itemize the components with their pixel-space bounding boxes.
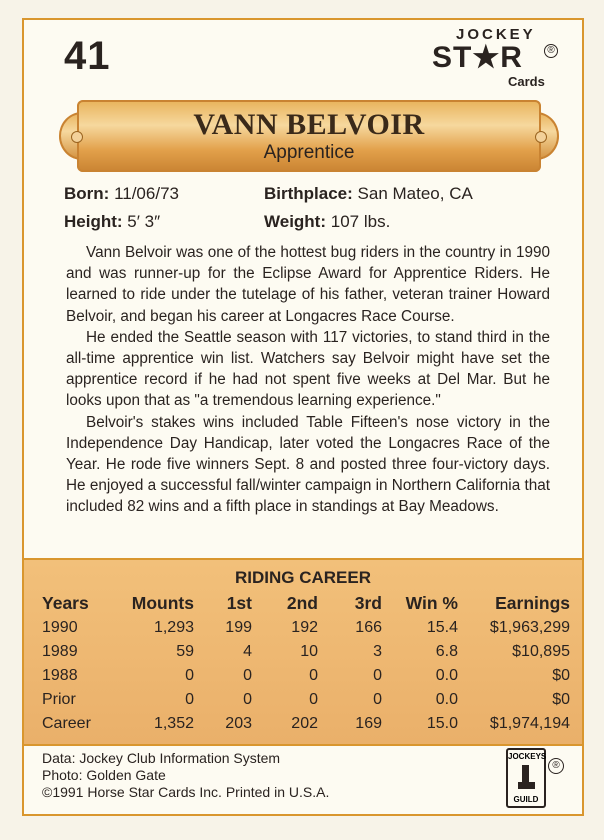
logo-star-text: ST★R (432, 41, 523, 74)
jockey-name: VANN BELVOIR (193, 108, 425, 141)
cell-second: 0 (309, 691, 318, 708)
bio-paragraph: Belvoir's stakes wins included Table Fifteen's nose victory in the Independence Day Handicap, later voted the Longacres Race of the Year. He rode five winners Sept. 8 and posted three four-victory days. He enjoyed a successful fall/winter campaign in Northern California that included 82 wins and a fifth place in standings at Bay Meadows. (66, 413, 550, 516)
cell-mounts: 0 (185, 691, 194, 708)
weight-value: 107 lbs. (330, 212, 391, 231)
cell-earnings: $1,963,299 (489, 619, 570, 636)
table-row (42, 640, 570, 664)
cell-year: Prior (42, 691, 76, 708)
logo-registered-mark: ® (544, 44, 558, 58)
cell-mounts: 1,352 (153, 715, 194, 732)
copyright: ©1991 Horse Star Cards Inc. Printed in U.S.A. (42, 784, 330, 800)
cell-third: 0 (373, 667, 382, 684)
table-row (42, 688, 570, 712)
header-years: Years (42, 592, 89, 613)
birthplace-label: Birthplace: (264, 184, 353, 203)
cell-second: 0 (309, 667, 318, 684)
card-footer (42, 750, 329, 801)
photo-credit: Photo: Golden Gate (42, 767, 166, 783)
height-value: 5′ 3″ (127, 212, 161, 231)
jockey-star-logo (432, 22, 562, 92)
card-number: 41 (64, 34, 111, 78)
cell-win-pct: 15.4 (426, 619, 458, 636)
jockeys-guild-logo (506, 748, 546, 808)
cell-win-pct: 6.8 (435, 643, 458, 660)
bio-paragraph: He ended the Seattle season with 117 victories, to stand third in the all-time apprentice win list. Watchers say Belvoir might have set the apprentice record if he had not spent five weeks at Del Mar. But he looks upon that as "a tremendous learning experience." (66, 328, 550, 410)
cell-second: 192 (291, 619, 318, 636)
cell-year: 1988 (42, 667, 78, 684)
born-fact (64, 184, 179, 204)
header-win-pct: Win % (405, 592, 458, 613)
name-plaque (59, 100, 559, 172)
boot-icon (516, 764, 536, 790)
cell-win-pct: 0.0 (435, 667, 458, 684)
cell-mounts: 1,293 (153, 619, 194, 636)
birthplace-value: San Mateo, CA (357, 184, 473, 203)
height-label: Height: (64, 212, 123, 231)
cell-second: 10 (300, 643, 318, 660)
bio-paragraph: Vann Belvoir was one of the hottest bug riders in the country in 1990 and was runner-up for the Eclipse Award for Apprentice Riders. He learned to ride under the tutelage of his father, veteran trainer Howard Belvoir, and began his career at Longacres Race Course. (66, 244, 550, 325)
career-title: RIDING CAREER (234, 568, 371, 587)
logo-jockey-text: JOCKEY (456, 26, 536, 43)
table-header-row (42, 590, 570, 616)
table-row (42, 712, 570, 736)
weight-fact (264, 212, 390, 232)
cell-mounts: 59 (176, 643, 194, 660)
header-first: 1st (226, 592, 252, 613)
guild-registered-mark: ® (548, 758, 564, 774)
cell-first: 199 (225, 619, 252, 636)
cell-win-pct: 15.0 (426, 715, 458, 732)
data-credit: Data: Jockey Club Information System (42, 750, 281, 766)
cell-second: 202 (291, 715, 318, 732)
cell-year: Career (42, 715, 91, 732)
weight-label: Weight: (264, 212, 327, 231)
cell-mounts: 0 (185, 667, 194, 684)
guild-bottom-text: GUILD (513, 795, 539, 804)
cell-win-pct: 0.0 (435, 691, 458, 708)
riding-career-section (24, 558, 582, 746)
header-earnings: Earnings (495, 592, 570, 613)
header-third: 3rd (354, 592, 382, 613)
cell-earnings: $1,974,194 (489, 715, 570, 732)
cell-third: 3 (373, 643, 382, 660)
header-mounts: Mounts (131, 592, 194, 613)
cell-first: 0 (243, 667, 252, 684)
born-value: 11/06/73 (114, 184, 179, 203)
cell-earnings: $10,895 (512, 643, 570, 660)
cell-first: 4 (243, 643, 252, 660)
born-label: Born: (64, 184, 110, 203)
table-row (42, 616, 570, 640)
cell-third: 166 (355, 619, 382, 636)
header-second: 2nd (286, 592, 318, 613)
cell-first: 203 (225, 715, 252, 732)
biography (66, 242, 550, 518)
jockey-role: Apprentice (263, 142, 355, 163)
cell-year: 1989 (42, 643, 78, 660)
cell-third: 169 (355, 715, 382, 732)
cell-third: 0 (373, 691, 382, 708)
table-row (42, 664, 570, 688)
cell-first: 0 (243, 691, 252, 708)
birthplace-fact (264, 184, 473, 204)
guild-top-text: JOCKEYS (508, 752, 547, 761)
cell-earnings: $0 (552, 667, 570, 684)
height-fact (64, 212, 160, 232)
logo-cards-text: Cards (508, 74, 545, 89)
cell-earnings: $0 (552, 691, 570, 708)
cell-year: 1990 (42, 619, 78, 636)
trading-card (22, 18, 584, 816)
career-stats-table (42, 590, 570, 736)
